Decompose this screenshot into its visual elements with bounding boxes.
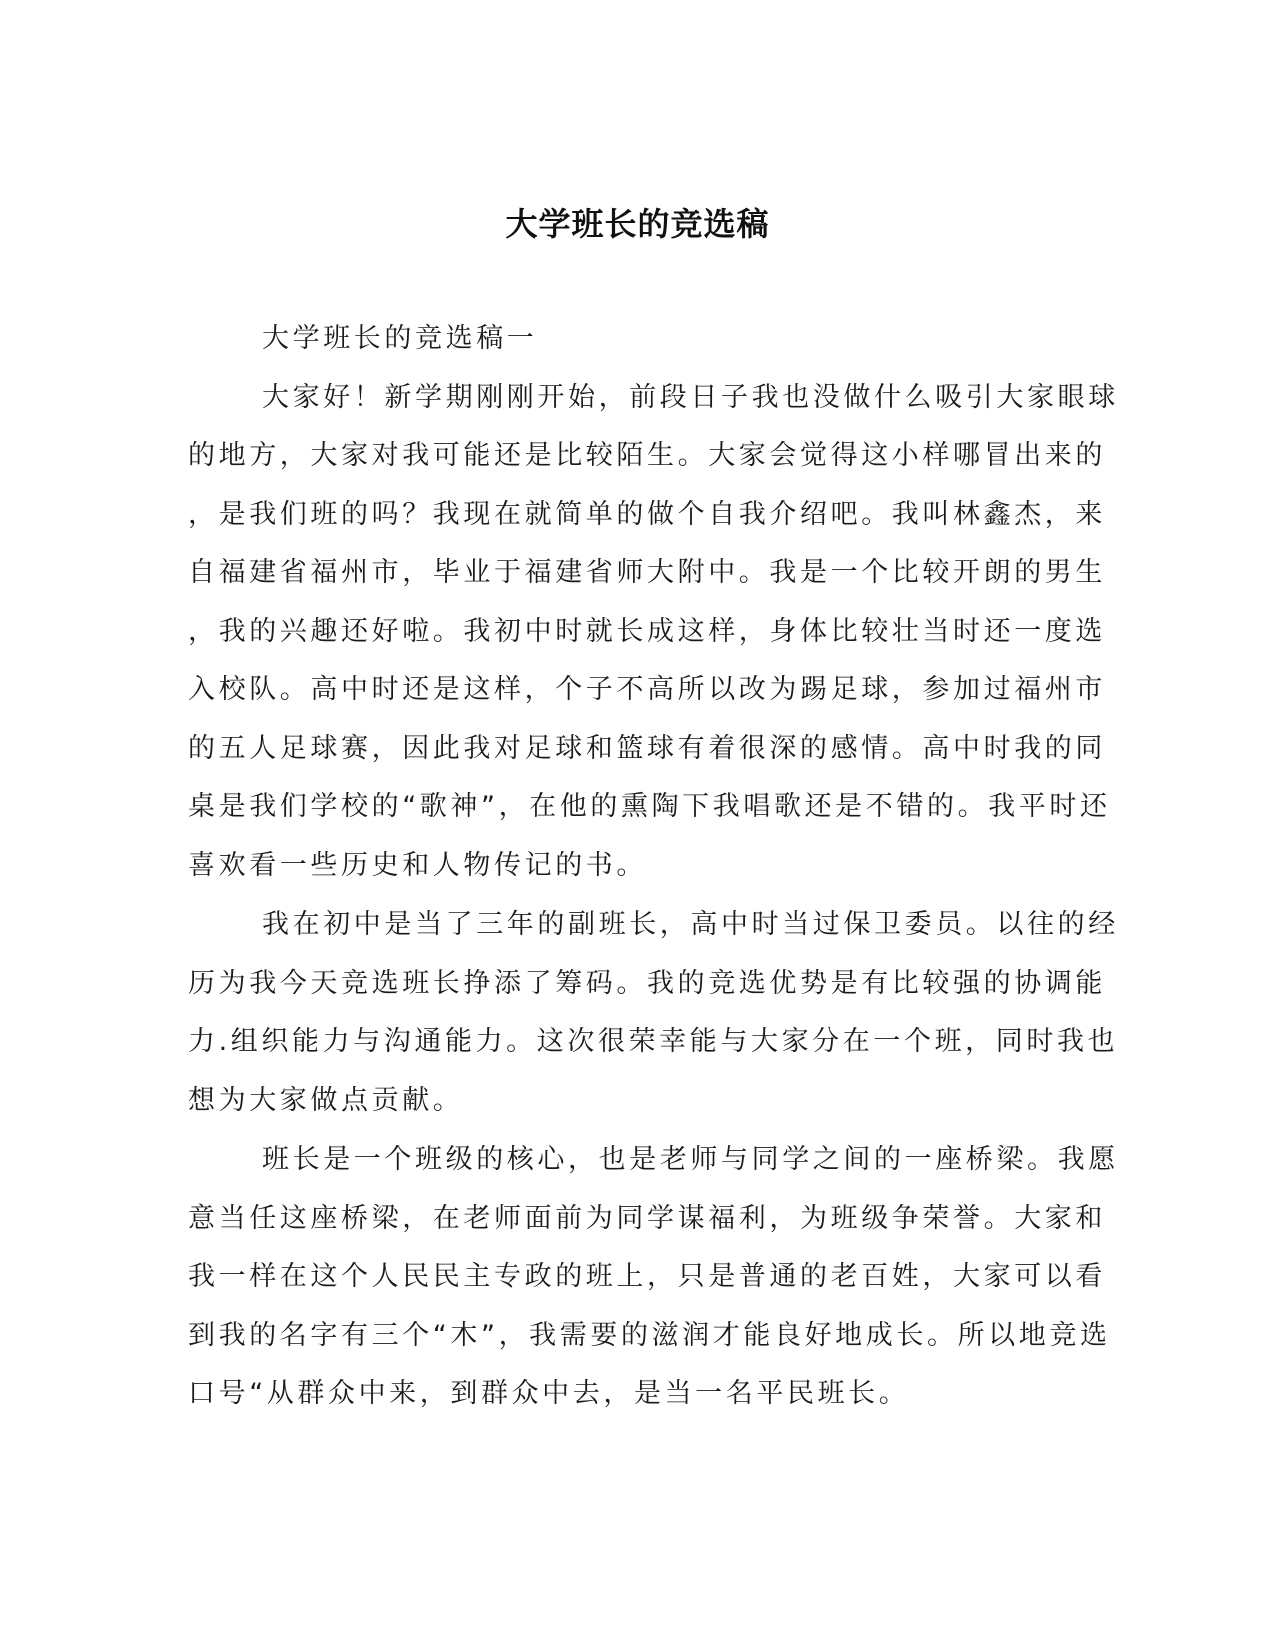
paragraph-3-line-3: 我一样在这个人民民主专政的班上，只是普通的老百姓，大家可以看 xyxy=(188,1261,1106,1292)
paragraph-2-line-3: 力.组织能力与沟通能力。这次很荣幸能与大家分在一个班，同时我也 xyxy=(188,1026,1119,1057)
section-heading: 大学班长的竞选稿一 xyxy=(262,323,538,354)
paragraph-1-line-8: 桌是我们学校的“歌神”，在他的熏陶下我唱歌还是不错的。我平时还 xyxy=(188,791,1111,822)
paragraph-3-line-2: 意当任这座桥梁，在老师面前为同学谋福利，为班级争荣誉。大家和 xyxy=(188,1203,1106,1234)
paragraph-1-line-5: ，我的兴趣还好啦。我初中时就长成这样，身体比较壮当时还一度选 xyxy=(188,616,1106,647)
document-title: 大学班长的竞选稿 xyxy=(505,205,770,243)
paragraph-3-line-5: 口号“从群众中来，到群众中去，是当一名平民班长。 xyxy=(188,1378,910,1409)
paragraph-1-line-3: ，是我们班的吗？我现在就简单的做个自我介绍吧。我叫林鑫杰，来 xyxy=(188,499,1106,530)
paragraph-2-line-4: 想为大家做点贡献。 xyxy=(188,1085,464,1116)
paragraph-1-line-9: 喜欢看一些历史和人物传记的书。 xyxy=(188,850,647,881)
paragraph-1-line-2: 的地方，大家对我可能还是比较陌生。大家会觉得这小样哪冒出来的 xyxy=(188,440,1106,471)
paragraph-2-line-1: 我在初中是当了三年的副班长，高中时当过保卫委员。以往的经 xyxy=(262,909,1119,940)
paragraph-1-line-4: 自福建省福州市，毕业于福建省师大附中。我是一个比较开朗的男生 xyxy=(188,557,1106,588)
paragraph-3-line-1: 班长是一个班级的核心，也是老师与同学之间的一座桥梁。我愿 xyxy=(262,1144,1119,1175)
paragraph-2-line-2: 历为我今天竞选班长挣添了筹码。我的竞选优势是有比较强的协调能 xyxy=(188,968,1106,999)
paragraph-3-line-4: 到我的名字有三个“木”，我需要的滋润才能良好地成长。所以地竞选 xyxy=(188,1320,1111,1351)
paragraph-1-line-7: 的五人足球赛，因此我对足球和篮球有着很深的感情。高中时我的同 xyxy=(188,733,1106,764)
paragraph-1-line-1: 大家好！新学期刚刚开始，前段日子我也没做什么吸引大家眼球 xyxy=(262,382,1119,413)
paragraph-1-line-6: 入校队。高中时还是这样，个子不高所以改为踢足球，参加过福州市 xyxy=(188,674,1106,705)
